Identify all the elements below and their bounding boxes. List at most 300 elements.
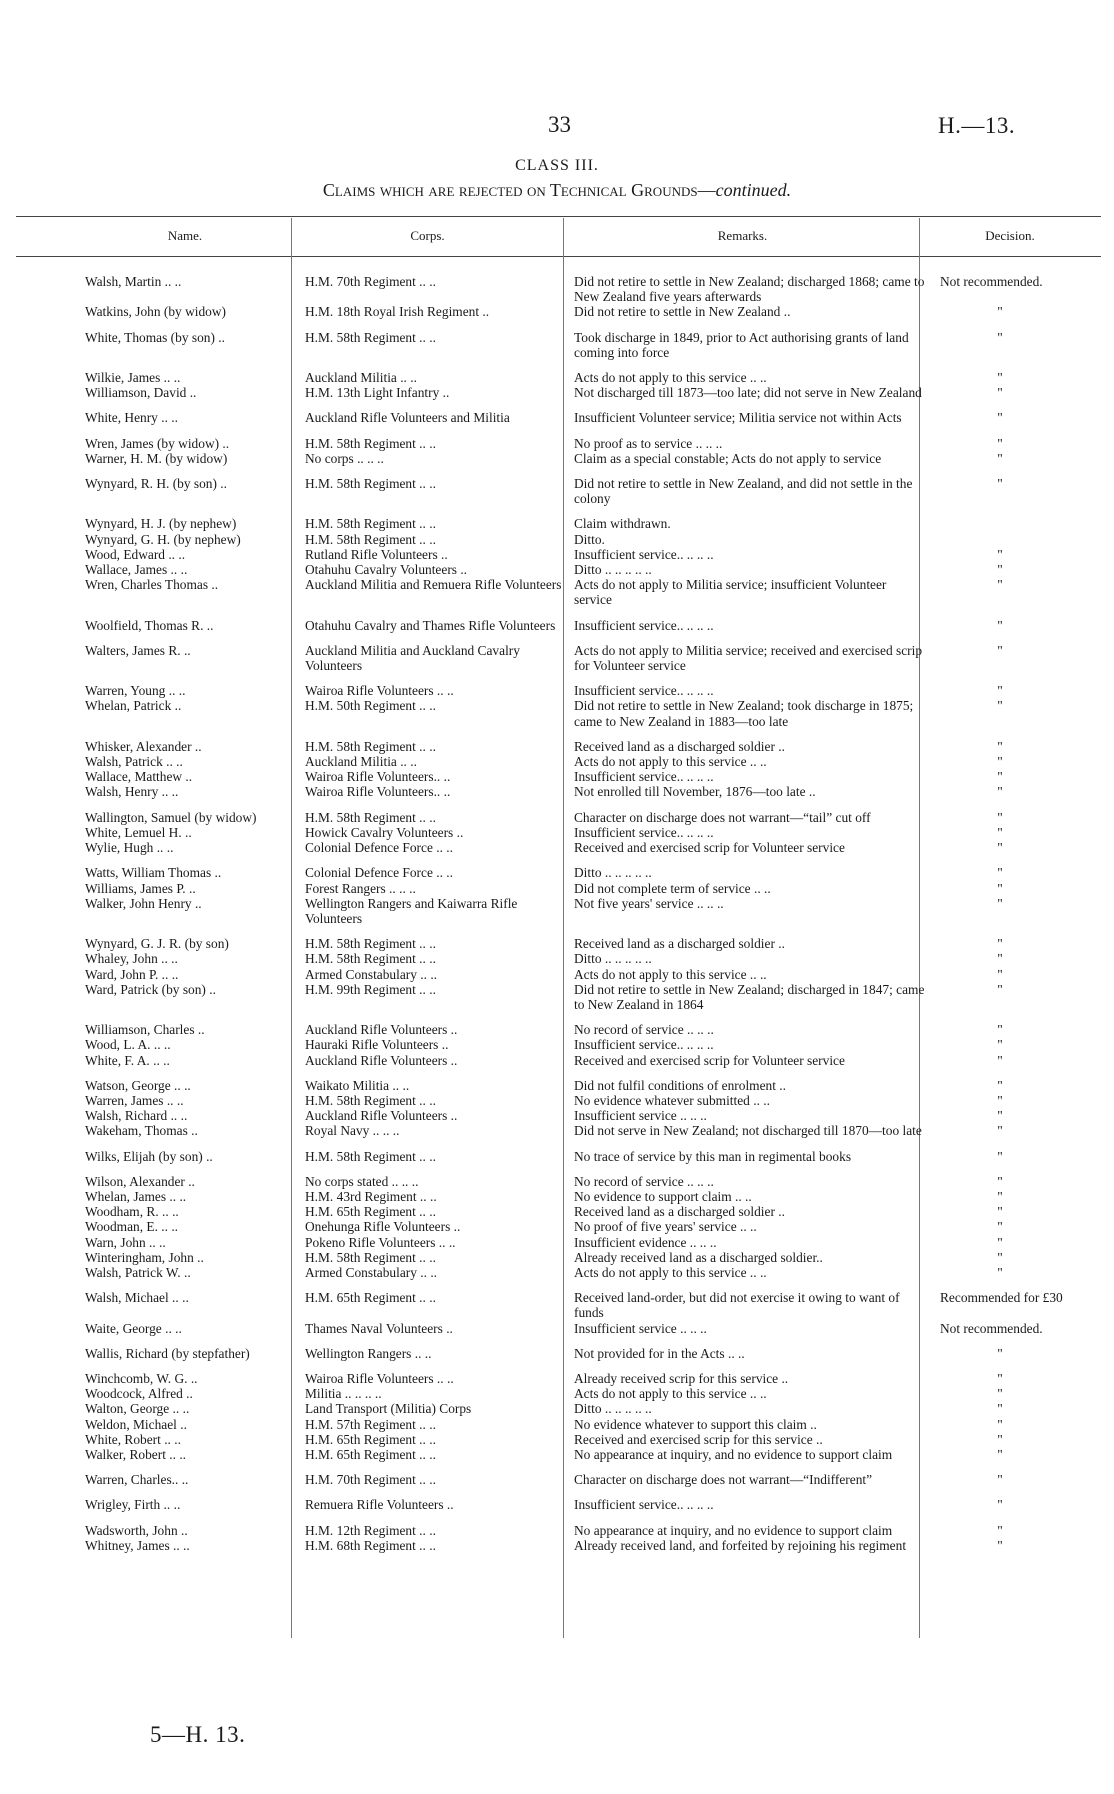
table-row <box>85 451 1108 466</box>
corps-cell: Auckland Rifle Volunteers .. <box>305 1022 458 1038</box>
decision-cell: " <box>997 966 1003 982</box>
corps-cell: Wairoa Rifle Volunteers .. .. <box>305 683 454 699</box>
remarks-cell: Did not retire to settle in New Zealand, and did not settle in the colony <box>574 476 913 507</box>
remarks-cell: Received and exercised scrip for this service .. <box>574 1431 823 1447</box>
corps-cell: H.M. 70th Regiment .. .. <box>305 274 436 289</box>
claimant-name: Wilson, Alexander .. <box>85 1173 195 1189</box>
claimant-name: Ward, John P. .. .. <box>85 966 179 982</box>
table-row <box>85 1164 1108 1189</box>
corps-cell: No corps stated .. .. .. <box>305 1173 419 1189</box>
table-row <box>85 304 1108 319</box>
table-row <box>85 1139 1108 1164</box>
table-row <box>85 754 1108 769</box>
table-row <box>85 562 1108 577</box>
claimant-name: Warren, James .. .. <box>85 1092 184 1108</box>
claimant-name: Whitney, James .. .. <box>85 1537 190 1553</box>
table-row <box>85 1219 1108 1234</box>
remarks-cell: Did not serve in New Zealand; not discharged till 1870—too late <box>574 1123 922 1139</box>
claimant-name: Wakeham, Thomas .. <box>85 1123 198 1139</box>
claimant-name: Walsh, Richard .. .. <box>85 1108 188 1124</box>
table-row <box>85 800 1108 825</box>
table-row <box>85 825 1108 840</box>
corps-cell: Pokeno Rifle Volunteers .. .. <box>305 1234 456 1250</box>
remarks-cell: Did not complete term of service .. .. <box>574 880 771 896</box>
claimant-name: Walker, Robert .. .. <box>85 1447 187 1462</box>
corps-cell: Onehunga Rifle Volunteers .. <box>305 1219 461 1235</box>
decision-cell: " <box>997 865 1003 881</box>
decision-cell: " <box>997 1522 1003 1538</box>
column-header-corps: Corps. <box>410 228 445 243</box>
claimant-name: Whaley, John .. .. <box>85 951 178 967</box>
table-row <box>85 577 1108 607</box>
claimant-name: Walters, James R. .. <box>85 642 191 658</box>
table-row <box>85 881 1108 896</box>
corps-cell: Auckland Rifle Volunteers .. <box>305 1052 458 1068</box>
corps-cell: H.M. 58th Regiment .. .. <box>305 738 436 754</box>
table-row <box>85 633 1108 673</box>
remarks-cell: Received land as a discharged soldier .. <box>574 936 785 952</box>
table-row <box>85 1265 1108 1280</box>
claimant-name: Waite, George .. .. <box>85 1320 182 1336</box>
claimant-name: White, Thomas (by son) .. <box>85 329 225 345</box>
decision-cell: " <box>997 1173 1003 1189</box>
corps-cell: H.M. 58th Regiment .. .. <box>305 435 436 451</box>
claimant-name: Wilks, Elijah (by son) .. <box>85 1148 213 1164</box>
claimant-name: Wood, L. A. .. .. <box>85 1037 171 1053</box>
table-row <box>85 1235 1108 1250</box>
corps-cell: Armed Constabulary .. .. <box>305 1264 438 1280</box>
table-row <box>85 1336 1108 1361</box>
table-row <box>85 840 1108 855</box>
claimant-name: White, Robert .. .. <box>85 1431 181 1447</box>
table-row <box>85 1053 1108 1068</box>
corps-cell: Otahuhu Cavalry and Thames Rifle Volunteers <box>305 617 556 633</box>
decision-cell: " <box>997 1249 1003 1265</box>
claimant-name: Walsh, Patrick W. .. <box>85 1264 191 1280</box>
claimant-name: Wadsworth, John .. <box>85 1522 188 1538</box>
corps-cell: H.M. 68th Regiment .. .. <box>305 1537 436 1553</box>
table-row <box>85 1401 1108 1416</box>
subtitle-continued: continued. <box>715 180 792 200</box>
corps-cell: H.M. 58th Regiment .. .. <box>305 1249 436 1265</box>
remarks-cell: Insufficient service.. .. .. .. <box>574 769 714 785</box>
remarks-cell: Ditto. <box>574 531 605 547</box>
claimant-name: Wood, Edward .. .. <box>85 546 186 562</box>
decision-cell: " <box>997 784 1003 800</box>
remarks-cell: Acts do not apply to this service .. .. <box>574 370 767 386</box>
decision-cell: " <box>997 642 1003 658</box>
corps-cell: Auckland Rifle Volunteers .. <box>305 1108 458 1124</box>
corps-cell: Auckland Militia .. .. <box>305 370 417 386</box>
remarks-cell: Received and exercised scrip for Volunteer service <box>574 1052 845 1068</box>
remarks-cell: Received and exercised scrip for Volunteer service <box>574 840 845 856</box>
table-row <box>85 608 1108 633</box>
decision-cell: " <box>997 1188 1003 1204</box>
claims-table <box>85 274 1108 1553</box>
remarks-cell: No proof of five years' service .. .. <box>574 1219 757 1235</box>
table-row <box>85 1487 1108 1512</box>
corps-cell: H.M. 58th Regiment .. .. <box>305 329 436 345</box>
claimant-name: Warren, Young .. .. <box>85 683 186 699</box>
decision-cell: " <box>997 824 1003 840</box>
subtitle-main: Claims which are rejected on Technical Grounds— <box>322 180 716 200</box>
remarks-cell: No record of service .. .. .. <box>574 1022 714 1038</box>
table-row <box>85 1204 1108 1219</box>
decision-cell: " <box>997 1537 1003 1553</box>
claimant-name: Wynyard, G. H. (by nephew) <box>85 531 241 547</box>
table-row <box>85 385 1108 400</box>
claimant-name: Whelan, Patrick .. <box>85 698 182 714</box>
remarks-cell: Acts do not apply to Militia service; insufficient Volunteer service <box>574 577 887 608</box>
decision-cell: " <box>997 769 1003 785</box>
claimant-name: Whelan, James .. .. <box>85 1188 187 1204</box>
decision-cell: " <box>997 1370 1003 1386</box>
decision-cell: " <box>997 1386 1003 1402</box>
corps-cell: H.M. 65th Regiment .. .. <box>305 1431 436 1447</box>
remarks-cell: No evidence whatever submitted .. .. <box>574 1092 770 1108</box>
corps-cell: H.M. 58th Regiment .. .. <box>305 1148 436 1164</box>
remarks-cell: No trace of service by this man in regimental books <box>574 1148 852 1164</box>
decision-cell: " <box>997 450 1003 466</box>
remarks-cell: Insufficient service.. .. .. .. <box>574 824 714 840</box>
table-row <box>85 1280 1108 1320</box>
table-row <box>85 855 1108 880</box>
claimant-name: Williamson, Charles .. <box>85 1022 205 1038</box>
remarks-cell: Acts do not apply to this service .. .. <box>574 1264 767 1280</box>
table-row <box>85 729 1108 754</box>
table-row <box>85 1093 1108 1108</box>
corps-cell: Auckland Militia and Remuera Rifle Volunteers <box>305 577 562 593</box>
corps-cell: No corps .. .. .. <box>305 450 384 466</box>
corps-cell: Auckland Militia and Auckland Cavalry Volunteers <box>305 642 520 674</box>
header-top-rule <box>16 216 1101 217</box>
table-row <box>85 1513 1108 1538</box>
table-row <box>85 1108 1108 1123</box>
table-row <box>85 967 1108 982</box>
claimant-name: Walton, George .. .. <box>85 1401 190 1417</box>
decision-cell <box>932 532 1108 547</box>
corps-cell: Colonial Defence Force .. .. <box>305 865 453 881</box>
decision-cell: " <box>997 1037 1003 1053</box>
corps-cell: Forest Rangers .. .. .. <box>305 880 416 896</box>
remarks-cell: Took discharge in 1849, prior to Act authorising grants of land coming into force <box>574 329 909 360</box>
remarks-cell: Did not retire to settle in New Zealand; took discharge in 1875; came to New Zealand in 1883—too late <box>574 698 914 729</box>
table-row <box>85 1068 1108 1093</box>
table-row <box>85 1250 1108 1265</box>
decision-cell: " <box>997 1204 1003 1220</box>
table-row <box>85 466 1108 506</box>
decision-cell: " <box>997 936 1003 952</box>
corps-cell: Auckland Militia .. .. <box>305 754 417 770</box>
table-row <box>85 547 1108 562</box>
corps-cell: H.M. 65th Regiment .. .. <box>305 1447 436 1462</box>
header-bottom-rule <box>16 256 1101 257</box>
decision-cell: " <box>997 754 1003 770</box>
remarks-cell: Claim as a special constable; Acts do not apply to service <box>574 450 882 466</box>
corps-cell: H.M. 58th Regiment .. .. <box>305 1092 436 1108</box>
claimant-name: Wrigley, Firth .. .. <box>85 1497 181 1513</box>
table-row <box>85 1417 1108 1432</box>
claimant-name: Wynyard, H. J. (by nephew) <box>85 516 237 532</box>
decision-cell: " <box>997 1052 1003 1068</box>
column-header-remarks: Remarks. <box>717 228 768 243</box>
claimant-name: Wren, Charles Thomas .. <box>85 577 219 593</box>
remarks-cell: No appearance at inquiry, and no evidence to support claim <box>574 1522 893 1538</box>
remarks-cell: Character on discharge does not warrant—“Indifferent” <box>574 1472 873 1488</box>
corps-cell: H.M. 70th Regiment .. .. <box>305 1472 436 1488</box>
remarks-cell: Acts do not apply to Militia service; received and exercised scrip for Volunteer service <box>574 642 923 674</box>
decision-cell: " <box>997 951 1003 967</box>
decision-cell: " <box>997 1447 1003 1462</box>
corps-cell: Land Transport (Militia) Corps <box>305 1401 472 1417</box>
corps-cell: H.M. 65th Regiment .. .. <box>305 1204 436 1220</box>
table-row <box>85 274 1108 304</box>
table-row <box>85 1447 1108 1462</box>
table-row <box>85 320 1108 360</box>
remarks-cell: Ditto .. .. .. .. .. <box>574 951 652 967</box>
decision-cell: " <box>997 476 1003 492</box>
claimant-name: Walker, John Henry .. <box>85 895 202 911</box>
claimant-name: Walsh, Martin .. .. <box>85 274 182 289</box>
table-row <box>85 1012 1108 1037</box>
claimant-name: Wallace, James .. .. <box>85 562 188 578</box>
decision-cell: Recommended for £30 <box>940 1290 1063 1306</box>
remarks-cell: No record of service .. .. .. <box>574 1173 714 1189</box>
table-row <box>85 951 1108 966</box>
table-row <box>85 1123 1108 1138</box>
claimant-name: Warren, Charles.. .. <box>85 1472 189 1488</box>
corps-cell: Wellington Rangers .. .. <box>305 1345 432 1361</box>
remarks-cell: Already received land as a discharged soldier.. <box>574 1249 823 1265</box>
remarks-cell: No appearance at inquiry, and no evidence to support claim <box>574 1447 893 1462</box>
table-row <box>85 1432 1108 1447</box>
table-row <box>85 1361 1108 1386</box>
decision-cell: " <box>997 304 1003 320</box>
claimant-name: Wallis, Richard (by stepfather) <box>85 1345 250 1361</box>
corps-cell: Howick Cavalry Volunteers .. <box>305 824 464 840</box>
corps-cell: Wairoa Rifle Volunteers.. .. <box>305 769 451 785</box>
remarks-cell: Insufficient service.. .. .. .. <box>574 1037 714 1053</box>
decision-cell: Not recommended. <box>940 1320 1043 1336</box>
decision-cell: " <box>997 370 1003 386</box>
decision-cell: " <box>997 1431 1003 1447</box>
remarks-cell: Insufficient service.. .. .. .. <box>574 683 714 699</box>
claimant-name: Walsh, Henry .. .. <box>85 784 179 800</box>
corps-cell: Wellington Rangers and Kaiwarra Rifle Volunteers <box>305 895 518 926</box>
decision-cell: " <box>997 1497 1003 1513</box>
claimant-name: Warn, John .. .. <box>85 1234 166 1250</box>
column-header-name: Name. <box>167 228 203 243</box>
decision-cell: " <box>997 981 1003 997</box>
claimant-name: Wren, James (by widow) .. <box>85 435 230 451</box>
claimant-name: Walsh, Patrick .. .. <box>85 754 183 770</box>
corps-cell: H.M. 58th Regiment .. .. <box>305 809 436 825</box>
corps-cell: Militia .. .. .. .. <box>305 1386 382 1402</box>
corps-cell: Remuera Rifle Volunteers .. <box>305 1497 454 1513</box>
remarks-cell: Not enrolled till November, 1876—too late .. <box>574 784 816 800</box>
corps-cell: Wairoa Rifle Volunteers.. .. <box>305 784 451 800</box>
table-row <box>85 1037 1108 1052</box>
decision-cell: " <box>997 1077 1003 1093</box>
table-row <box>85 1189 1108 1204</box>
decision-cell: " <box>997 385 1003 401</box>
claimant-name: Woodman, E. .. .. <box>85 1219 179 1235</box>
decision-cell: " <box>997 435 1003 451</box>
decision-cell: " <box>997 410 1003 426</box>
class-title: CLASS III. <box>515 157 599 174</box>
claimant-name: Wilkie, James .. .. <box>85 370 181 386</box>
decision-cell: " <box>997 809 1003 825</box>
remarks-cell: Acts do not apply to this service .. .. <box>574 754 767 770</box>
remarks-cell: Insufficient service .. .. .. <box>574 1108 707 1124</box>
claimant-name: White, F. A. .. .. <box>85 1052 170 1068</box>
remarks-cell: Already received land, and forfeited by rejoining his regiment <box>574 1537 907 1553</box>
table-row <box>85 1462 1108 1487</box>
remarks-cell: Not five years' service .. .. .. <box>574 895 724 911</box>
decision-cell: " <box>997 1108 1003 1124</box>
corps-cell: Wairoa Rifle Volunteers .. .. <box>305 1370 454 1386</box>
decision-cell: " <box>997 329 1003 345</box>
remarks-cell: Received land-order, but did not exercise it owing to want of funds <box>574 1290 900 1321</box>
table-row <box>85 926 1108 951</box>
decision-cell: Not recommended. <box>940 274 1043 289</box>
corps-cell: Royal Navy .. .. .. <box>305 1123 400 1139</box>
corps-cell: Otahuhu Cavalry Volunteers .. <box>305 562 468 578</box>
decision-cell: " <box>997 1123 1003 1139</box>
signature-mark: 5—H. 13. <box>150 1722 246 1747</box>
table-row <box>85 1386 1108 1401</box>
claimant-name: Whisker, Alexander .. <box>85 738 202 754</box>
corps-cell: H.M. 57th Regiment .. .. <box>305 1416 436 1432</box>
remarks-cell: Insufficient service.. .. .. .. <box>574 546 714 562</box>
corps-cell: H.M. 58th Regiment .. .. <box>305 951 436 967</box>
document-reference: H.—13. <box>938 113 1016 138</box>
corps-cell: H.M. 13th Light Infantry .. <box>305 385 450 401</box>
remarks-cell: Insufficient service.. .. .. .. <box>574 1497 714 1513</box>
decision-cell: " <box>997 895 1003 911</box>
decision-cell: " <box>997 840 1003 856</box>
table-row <box>85 769 1108 784</box>
claimant-name: Wynyard, G. J. R. (by son) <box>85 936 229 952</box>
remarks-cell: Claim withdrawn. <box>574 516 671 532</box>
claimant-name: Ward, Patrick (by son) .. <box>85 981 216 997</box>
remarks-cell: Received land as a discharged soldier .. <box>574 1204 785 1220</box>
corps-cell: H.M. 58th Regiment .. .. <box>305 531 436 547</box>
corps-cell: H.M. 50th Regiment .. .. <box>305 698 436 714</box>
decision-cell: " <box>997 1401 1003 1417</box>
remarks-cell: Did not fulfil conditions of enrolment .. <box>574 1077 786 1093</box>
claimant-name: White, Henry .. .. <box>85 410 178 426</box>
column-header-decision: Decision. <box>985 228 1035 243</box>
decision-cell: " <box>997 1234 1003 1250</box>
corps-cell: H.M. 43rd Regiment .. .. <box>305 1188 437 1204</box>
claimant-name: Warner, H. M. (by widow) <box>85 450 228 466</box>
remarks-cell: Ditto .. .. .. .. .. <box>574 562 652 578</box>
decision-cell: " <box>997 562 1003 578</box>
corps-cell: Colonial Defence Force .. .. <box>305 840 453 856</box>
decision-cell: " <box>997 738 1003 754</box>
decision-cell: " <box>997 1092 1003 1108</box>
remarks-cell: Did not retire to settle in New Zealand .. <box>574 304 791 320</box>
page-number: 33 <box>548 112 571 137</box>
table-row <box>85 400 1108 425</box>
decision-cell: " <box>997 1345 1003 1361</box>
decision-cell: " <box>997 1148 1003 1164</box>
table-row <box>85 896 1108 926</box>
claimant-name: Watkins, John (by widow) <box>85 304 226 320</box>
remarks-cell: Acts do not apply to this service .. .. <box>574 966 767 982</box>
corps-cell: Waikato Militia .. .. <box>305 1077 410 1093</box>
table-row <box>85 360 1108 385</box>
table-row <box>85 426 1108 451</box>
decision-cell: " <box>997 1022 1003 1038</box>
corps-cell: H.M. 99th Regiment .. .. <box>305 981 436 997</box>
claimant-name: Walsh, Michael .. .. <box>85 1290 189 1306</box>
remarks-cell: Did not retire to settle in New Zealand; discharged 1868; came to New Zealand five years afterwards <box>574 274 925 305</box>
claimant-name: White, Lemuel H. .. <box>85 824 192 840</box>
claimant-name: Watts, William Thomas .. <box>85 865 222 881</box>
remarks-cell: No evidence whatever to support this claim .. <box>574 1416 817 1432</box>
decision-cell <box>932 506 1108 531</box>
claimant-name: Weldon, Michael .. <box>85 1416 187 1432</box>
table-row <box>85 982 1108 1012</box>
remarks-cell: Already received scrip for this service .. <box>574 1370 789 1386</box>
corps-cell: H.M. 58th Regiment .. .. <box>305 516 436 532</box>
table-row <box>85 1321 1108 1336</box>
decision-cell: " <box>997 1264 1003 1280</box>
table-row <box>85 506 1108 531</box>
table-row <box>85 673 1108 698</box>
corps-cell: H.M. 18th Royal Irish Regiment .. <box>305 304 490 320</box>
remarks-cell: Ditto .. .. .. .. .. <box>574 865 652 881</box>
corps-cell: Hauraki Rifle Volunteers .. <box>305 1037 449 1053</box>
remarks-cell: No proof as to service .. .. .. <box>574 435 723 451</box>
table-row <box>85 698 1108 728</box>
section-subtitle <box>0 180 1114 201</box>
claimant-name: Wallace, Matthew .. <box>85 769 193 785</box>
claimant-name: Woodham, R. .. .. <box>85 1204 179 1220</box>
decision-cell: " <box>997 1416 1003 1432</box>
claimant-name: Woolfield, Thomas R. .. <box>85 617 214 633</box>
remarks-cell: Received land as a discharged soldier .. <box>574 738 785 754</box>
corps-cell: H.M. 58th Regiment .. .. <box>305 476 436 492</box>
decision-cell: " <box>997 546 1003 562</box>
remarks-cell: Did not retire to settle in New Zealand; discharged in 1847; came to New Zealand in 1864 <box>574 981 925 1012</box>
corps-cell: Thames Naval Volunteers .. <box>305 1320 453 1336</box>
claimant-name: Winteringham, John .. <box>85 1249 204 1265</box>
remarks-cell: Insufficient service.. .. .. .. <box>574 617 714 633</box>
remarks-cell: Not provided for in the Acts .. .. <box>574 1345 745 1361</box>
decision-cell: " <box>997 1472 1003 1488</box>
claimant-name: Wylie, Hugh .. .. <box>85 840 174 856</box>
remarks-cell: Insufficient Volunteer service; Militia service not within Acts <box>574 410 902 426</box>
corps-cell: Rutland Rifle Volunteers .. <box>305 546 448 562</box>
remarks-cell: Insufficient service .. .. .. <box>574 1320 707 1336</box>
claimant-name: Woodcock, Alfred .. <box>85 1386 193 1402</box>
remarks-cell: Ditto .. .. .. .. .. <box>574 1401 652 1417</box>
corps-cell: H.M. 65th Regiment .. .. <box>305 1290 436 1306</box>
claimant-name: Winchcomb, W. G. .. <box>85 1370 198 1386</box>
table-row <box>85 532 1108 547</box>
remarks-cell: Character on discharge does not warrant—“tail” cut off <box>574 809 871 825</box>
claims-table-body <box>85 274 1108 1553</box>
decision-cell: " <box>997 880 1003 896</box>
remarks-cell: Not discharged till 1873—too late; did not serve in New Zealand <box>574 385 922 401</box>
decision-cell: " <box>997 683 1003 699</box>
corps-cell: Auckland Rifle Volunteers and Militia <box>305 410 510 426</box>
decision-cell: " <box>997 617 1003 633</box>
table-row <box>85 784 1108 799</box>
